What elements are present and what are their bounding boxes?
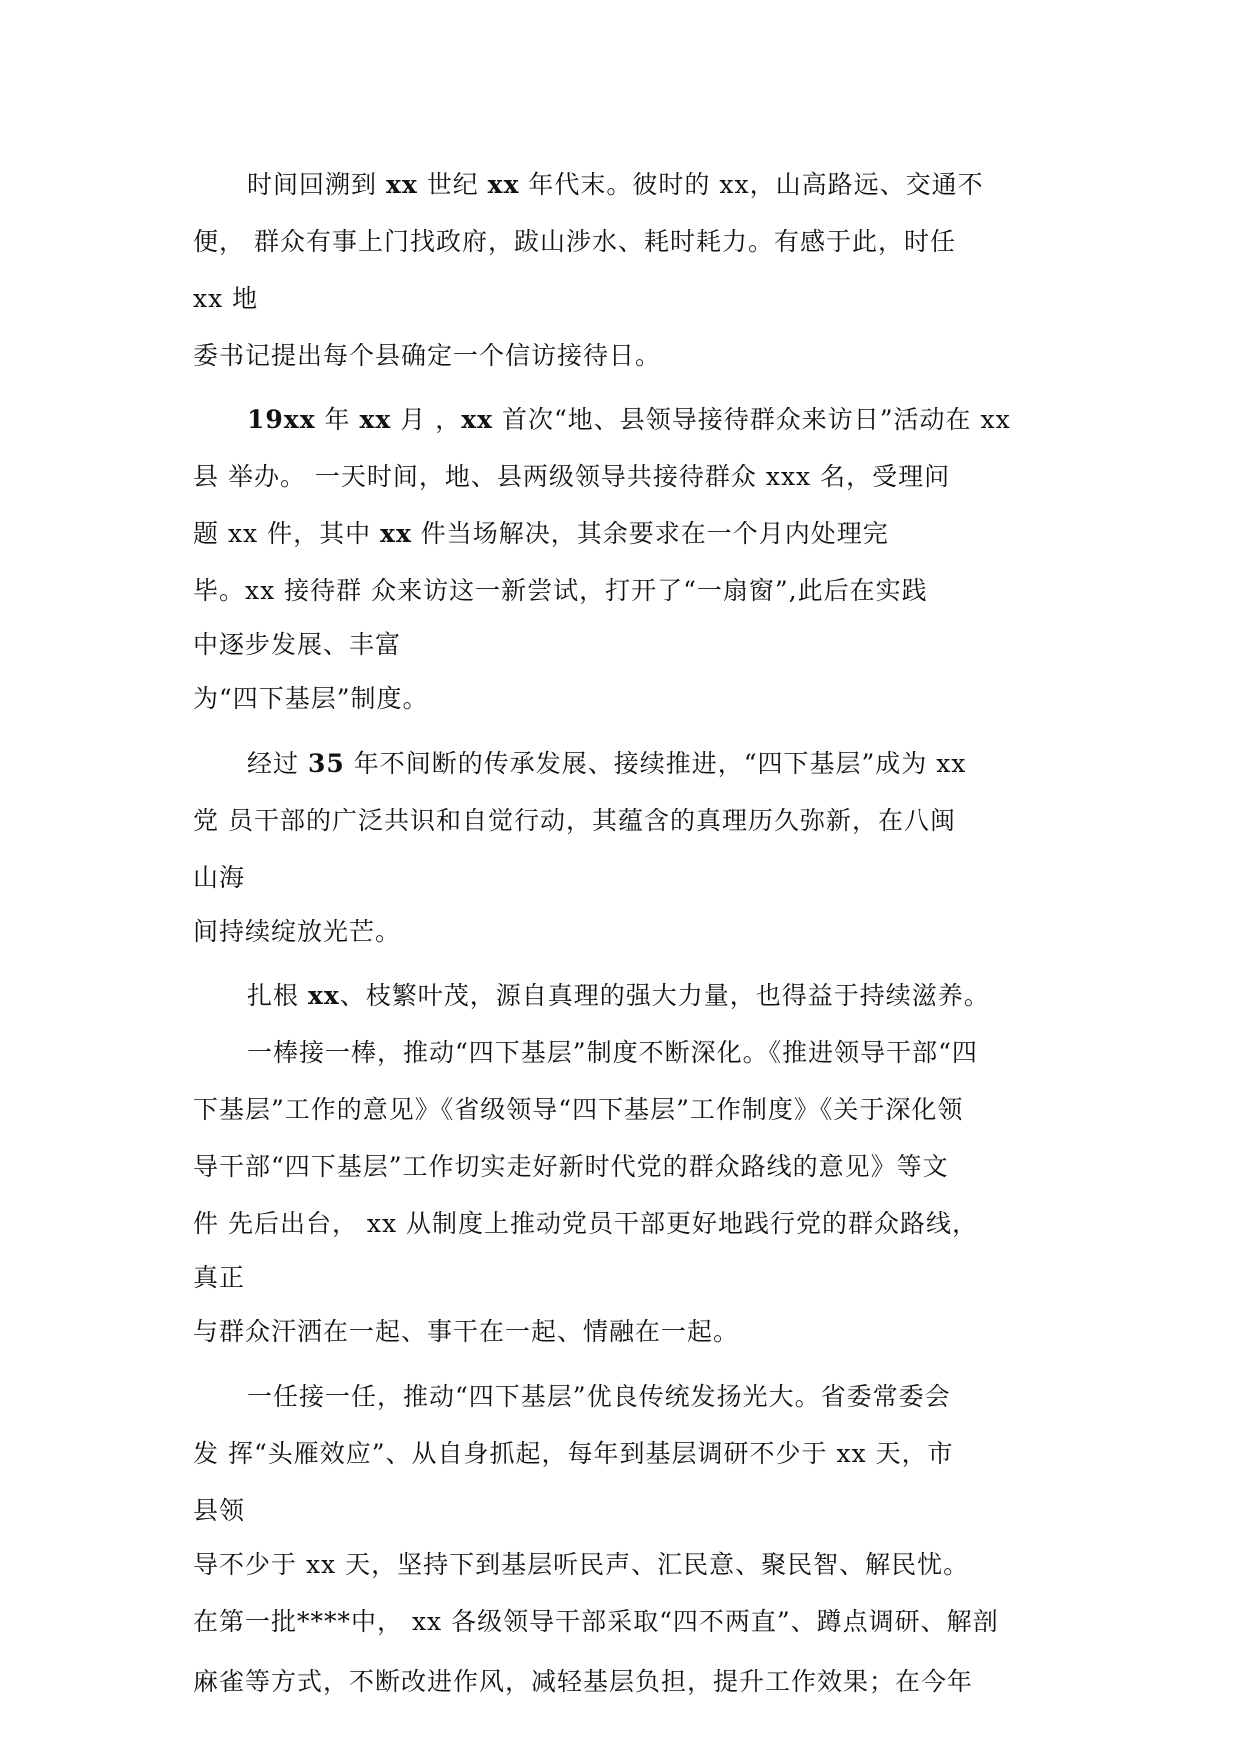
text-segment: 年 xyxy=(315,405,360,434)
text-segment: 年代末。彼时的 xx，山高路远、交通不 xyxy=(519,170,984,199)
bold-text-segment: xx xyxy=(461,405,494,434)
text-segment: 世纪 xyxy=(417,170,488,199)
text-segment: 在第一批****中， xx 各级领导干部采取“四不两直”、蹲点调研、解剖 xyxy=(193,1607,999,1636)
text-segment: 山海 xyxy=(193,863,246,892)
text-line xyxy=(247,1381,951,1413)
text-segment: 一任接一任，推动“四下基层”优良传统发扬光大。省委常委会 xyxy=(247,1382,951,1411)
text-line xyxy=(247,404,1011,436)
text-line xyxy=(193,1316,739,1348)
text-segment: 时间回溯到 xyxy=(247,170,386,199)
text-segment: 县领 xyxy=(193,1496,246,1525)
text-segment: 、枝繁叶茂，源自真理的强大力量，也得益于持续滋养。 xyxy=(339,981,990,1010)
text-line xyxy=(247,748,966,780)
text-segment: 麻雀等方式，不断改进作风，减轻基层负担，提升工作效果；在今年 xyxy=(193,1667,974,1696)
bold-text-segment: 35 xyxy=(307,749,345,778)
text-segment: 件当场解决，其余要求在一个月内处理完 xyxy=(411,519,889,548)
text-line xyxy=(193,1495,245,1527)
text-line xyxy=(193,1094,963,1126)
text-segment: 题 xx 件，其中 xyxy=(193,519,381,548)
text-segment: 为“四下基层”制度。 xyxy=(193,684,429,713)
text-segment: 导不少于 xx 天，坚持下到基层听民声、汇民意、聚民智、解民忧。 xyxy=(193,1550,970,1579)
text-line xyxy=(193,862,245,894)
text-segment: 真正 xyxy=(193,1263,246,1292)
text-segment: 件 先后出台， xx 从制度上推动党员干部更好地践行党的群众路线， xyxy=(193,1209,979,1238)
text-line xyxy=(247,169,984,201)
bold-text-segment: xx xyxy=(487,170,520,199)
bold-text-segment: 19xx xyxy=(247,405,316,434)
text-segment: 党 员干部的广泛共识和自觉行动，其蕴含的真理历久弥新，在八闽 xyxy=(193,806,956,835)
bold-text-segment: xx xyxy=(380,519,412,548)
text-segment: 中逐步发展、丰富 xyxy=(193,630,402,659)
text-segment: 月 ， xyxy=(391,405,462,434)
text-line xyxy=(193,283,258,315)
text-line xyxy=(193,916,401,948)
text-segment: 经过 xyxy=(247,749,308,778)
text-segment: 下基层”工作的意见》《省级领导“四下基层”工作制度》《关于深化领 xyxy=(193,1095,964,1124)
text-line xyxy=(193,1208,978,1240)
text-line xyxy=(193,1262,245,1294)
text-line xyxy=(193,461,950,493)
text-line xyxy=(193,1438,954,1470)
text-line xyxy=(193,683,429,715)
text-line xyxy=(193,1606,999,1638)
text-line xyxy=(193,1549,969,1581)
text-segment: 导干部“四下基层”工作切实走好新时代党的群众路线的意见》等文 xyxy=(193,1152,949,1181)
text-line xyxy=(193,1151,949,1183)
text-line xyxy=(193,518,889,550)
text-line xyxy=(193,340,661,372)
text-segment: 首次“地、县领导接待群众来访日”活动在 xx xyxy=(493,405,1011,434)
text-line xyxy=(193,629,401,661)
bold-text-segment: xx xyxy=(307,981,340,1010)
text-line xyxy=(247,1037,978,1069)
text-segment: 年不间断的传承发展、接续推进，“四下基层”成为 xx xyxy=(344,749,967,778)
text-line xyxy=(193,226,956,258)
text-segment: 与群众汗洒在一起、事干在一起、情融在一起。 xyxy=(193,1317,740,1346)
text-segment: 一棒接一棒，推动“四下基层”制度不断深化。《推进领导干部“四 xyxy=(247,1038,978,1067)
text-segment: 委书记提出每个县确定一个信访接待日。 xyxy=(193,341,662,370)
bold-text-segment: xx xyxy=(359,405,392,434)
text-segment: 间持续绽放光芒。 xyxy=(193,917,402,946)
text-segment: 发 挥“头雁效应”、从自身抓起，每年到基层调研不少于 xx 天，市 xyxy=(193,1439,954,1468)
text-line xyxy=(193,1666,973,1698)
text-segment: 毕。xx 接待群 众来访这一新尝试，打开了“一扇窗”,此后在实践 xyxy=(193,576,928,605)
text-line xyxy=(193,805,956,837)
text-segment: xx 地 xyxy=(193,284,259,313)
text-segment: 县 举办。 一天时间，地、县两级领导共接待群众 xxx 名，受理问 xyxy=(193,462,951,491)
text-segment: 便， 群众有事上门找政府，跋山涉水、耗时耗力。有感于此，时任 xyxy=(193,227,956,256)
text-line xyxy=(193,575,928,607)
text-line xyxy=(247,980,990,1012)
text-segment: 扎根 xyxy=(247,981,308,1010)
bold-text-segment: xx xyxy=(385,170,418,199)
